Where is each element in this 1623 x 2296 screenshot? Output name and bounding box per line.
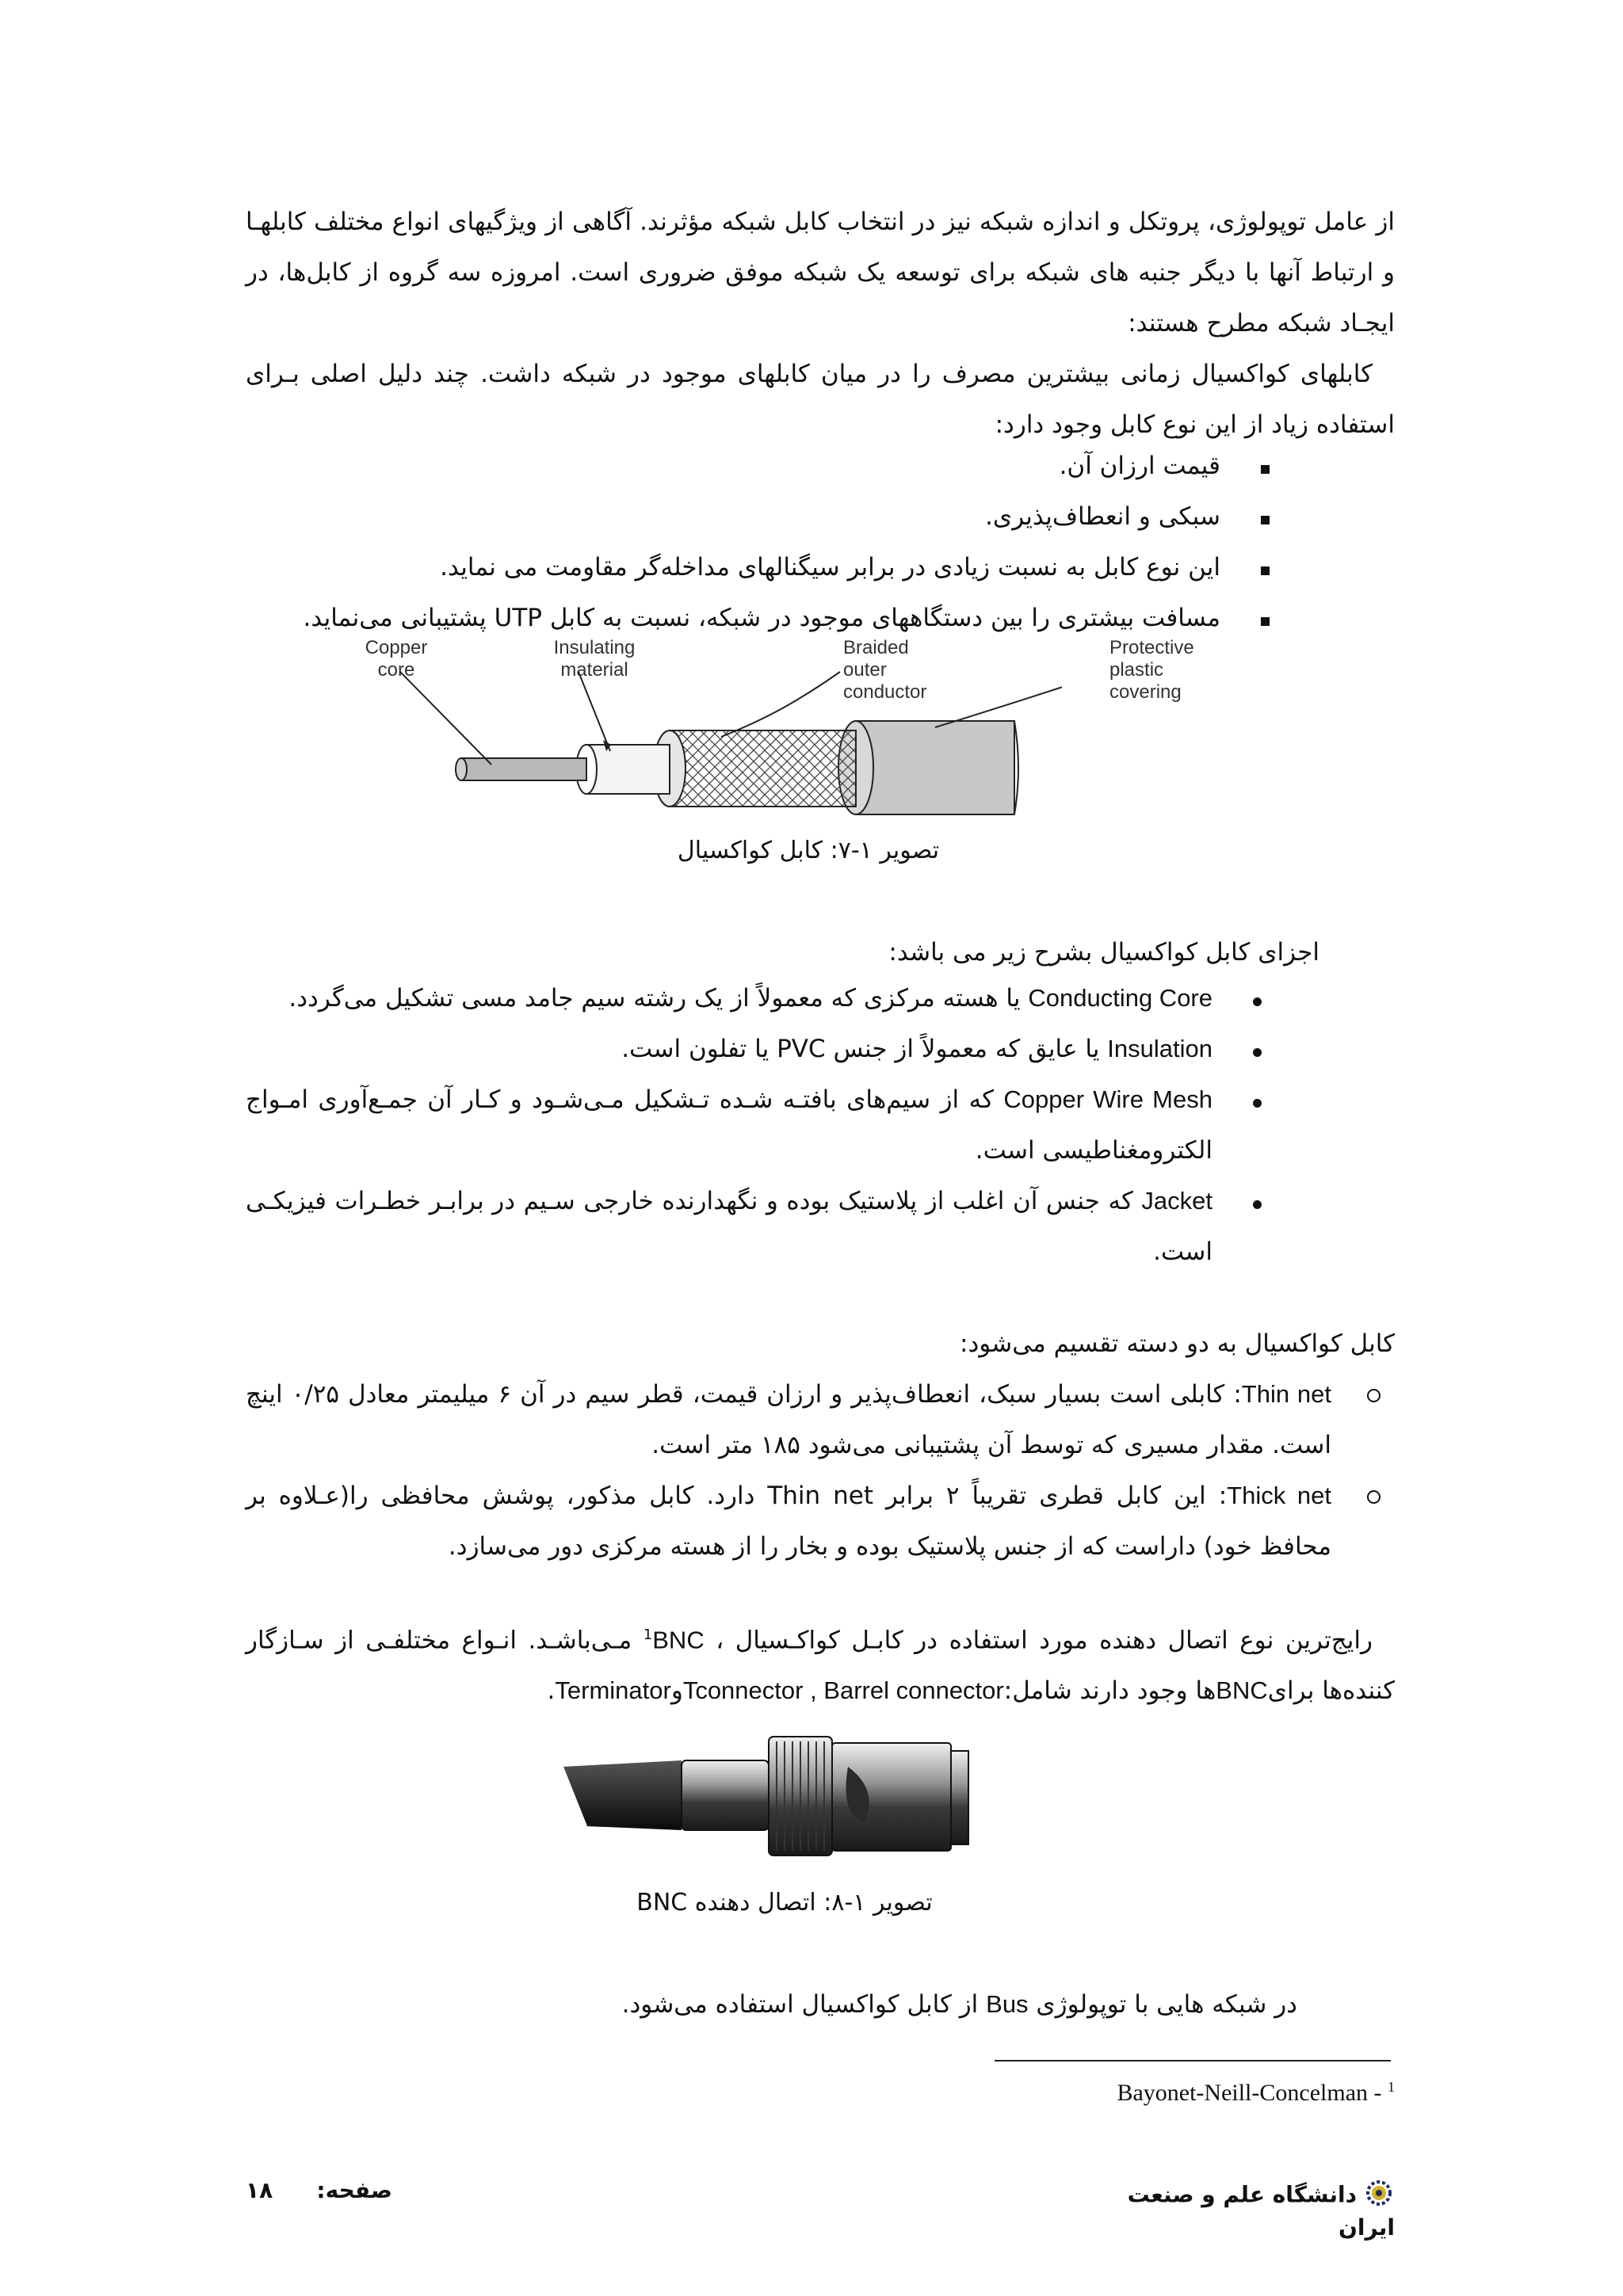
label-insulating-material: Insulating material <box>553 637 636 681</box>
bnc-connector-drawing <box>563 1719 983 1886</box>
hollow-bullet-icon <box>1367 1490 1381 1504</box>
hollow-bullet-icon <box>1367 1389 1381 1402</box>
footer-page-label: صفحه: <box>316 2177 392 2203</box>
term: Copper Wire Mesh <box>1003 1085 1212 1113</box>
footnote: Bayonet-Neill-Concelman - $^1$ <box>1117 2079 1395 2106</box>
square-bullet-icon <box>1261 516 1270 524</box>
figure1-caption: تصویر ۱-۷: کابل کواکسیال <box>677 837 940 864</box>
term: Conducting Core <box>1028 984 1212 1012</box>
round-bullet-icon <box>1253 1200 1262 1209</box>
list-item: قیمت ارزان آن. <box>301 441 1284 491</box>
types-intro-paragraph: کابل کواکسیال به دو دسته تقسیم می‌شود: <box>960 1329 1395 1358</box>
coax-cable-drawing <box>349 634 1062 840</box>
parts-intro-paragraph: اجزای کابل کواکسیال بشرح زیر می باشد: <box>888 938 1319 967</box>
bnc-paragraph: رایج‌ترین نوع اتصال دهنده مورد استفاده در کابـل کواکـسیال ، $^1$BNC مـی‌باشـد. انـواع مختلفـی از سـازگار کننده‌ها برایBNCها وجود دارند شامل:Tconnector , Barrel connectorوTerminator. <box>246 1626 1395 1706</box>
list-item: Thin net: کابلی است بسیار سبک، انعطاف‌پذیر و ارزان قیمت، قطر سیم در آن ۶ میلیمتر معادل ۰/۲۵ اینچ است. مقدار مسیری که توسط آن پشتیبانی می‌شود ۱۸۵ متر است. <box>246 1369 1395 1470</box>
label-braided-conductor: Braided outer conductor <box>843 637 927 703</box>
list-item: Copper Wire Mesh که از سیم‌های بافتـه شـده تـشکیل مـی‌شـود و کـار آن جمـع‌آوری امـواج الکترومغناطیسی است. <box>246 1074 1276 1176</box>
advantages-list <box>301 441 1284 643</box>
square-bullet-icon <box>1261 617 1270 626</box>
figure2-caption: تصویر ۱-۸: اتصال دهنده BNC <box>636 1889 933 1917</box>
term: Thick net <box>1227 1482 1331 1509</box>
list-item: Jacket که جنس آن اغلب از پلاستیک بوده و نگهدارنده خارجی سـیم در برابـر خطـرات فیزیکـی است. <box>246 1176 1276 1277</box>
cable-types-list <box>246 1369 1395 1572</box>
label-copper-core: Copper core <box>365 637 428 681</box>
intro-paragraph: از عامل توپولوژی، پروتکل و اندازه شبکه نیز در انتخاب کابل شبکه مؤثرند. آگاهی از ویژگیهای انواع مختلف کابلهـا و ارتباط آنها با دیگر جنبه های شبکه برای توسعه یک شبکه موفق ضروری است. امروزه سه گروه از کابل‌ها، در ایجـاد شبکه مطرح هستند: <box>246 208 1395 338</box>
footer-university: دانشگاه علم و صنعت ایران <box>1086 2177 1395 2241</box>
footer-page-number: ۱۸ <box>246 2177 273 2203</box>
list-item: این نوع کابل به نسبت زیادی در برابر سیگنالهای مداخله‌گر مقاومت می نماید. <box>301 542 1284 593</box>
square-bullet-icon <box>1261 566 1270 575</box>
footnote-rule <box>995 2060 1391 2061</box>
list-item: Insulation یا عایق که معمولاً از جنس PVC یا تفلون است. <box>246 1024 1276 1074</box>
round-bullet-icon <box>1253 1099 1262 1108</box>
square-bullet-icon <box>1261 465 1270 474</box>
list-item: سبکی و انعطاف‌پذیری. <box>301 491 1284 542</box>
term: Jacket <box>1141 1187 1212 1215</box>
round-bullet-icon <box>1253 1048 1262 1057</box>
round-bullet-icon <box>1253 997 1262 1006</box>
term: Insulation <box>1107 1035 1212 1062</box>
parts-list <box>246 973 1276 1277</box>
list-item: Conducting Core یا هسته مرکزی که معمولاً از یک رشته سیم جامد مسی تشکیل می‌گردد. <box>246 973 1276 1024</box>
label-protective-covering: Protective plastic covering <box>1109 637 1194 703</box>
list-item: مسافت بیشتری را بین دستگاههای موجود در شبکه، نسبت به کابل UTP پشتیبانی می‌نماید. <box>301 593 1284 643</box>
university-logo-icon <box>1363 2177 1395 2214</box>
term: Thin net <box>1241 1380 1331 1408</box>
list-item: Thick net: این کابل قطری تقریباً ۲ برابر Thin net دارد. کابل مذکور، پوشش محافظی را(عـلاوه بر محافظ خود) داراست که از جنس پلاستیک بوده و بخار را از هسته مرکزی دور می‌سازد. <box>246 1470 1395 1572</box>
bus-paragraph: در شبکه هایی با توپولوژی Bus از کابل کواکسیال استفاده می‌شود. <box>621 1990 1297 2019</box>
coax-intro-paragraph: کابلهای کواکسیال زمانی بیشترین مصرف را در میان کابلهای موجود در شبکه داشت. چند دلیل اصلی بـرای استفاده زیاد از این نوع کابل وجود دارد: <box>246 360 1395 439</box>
